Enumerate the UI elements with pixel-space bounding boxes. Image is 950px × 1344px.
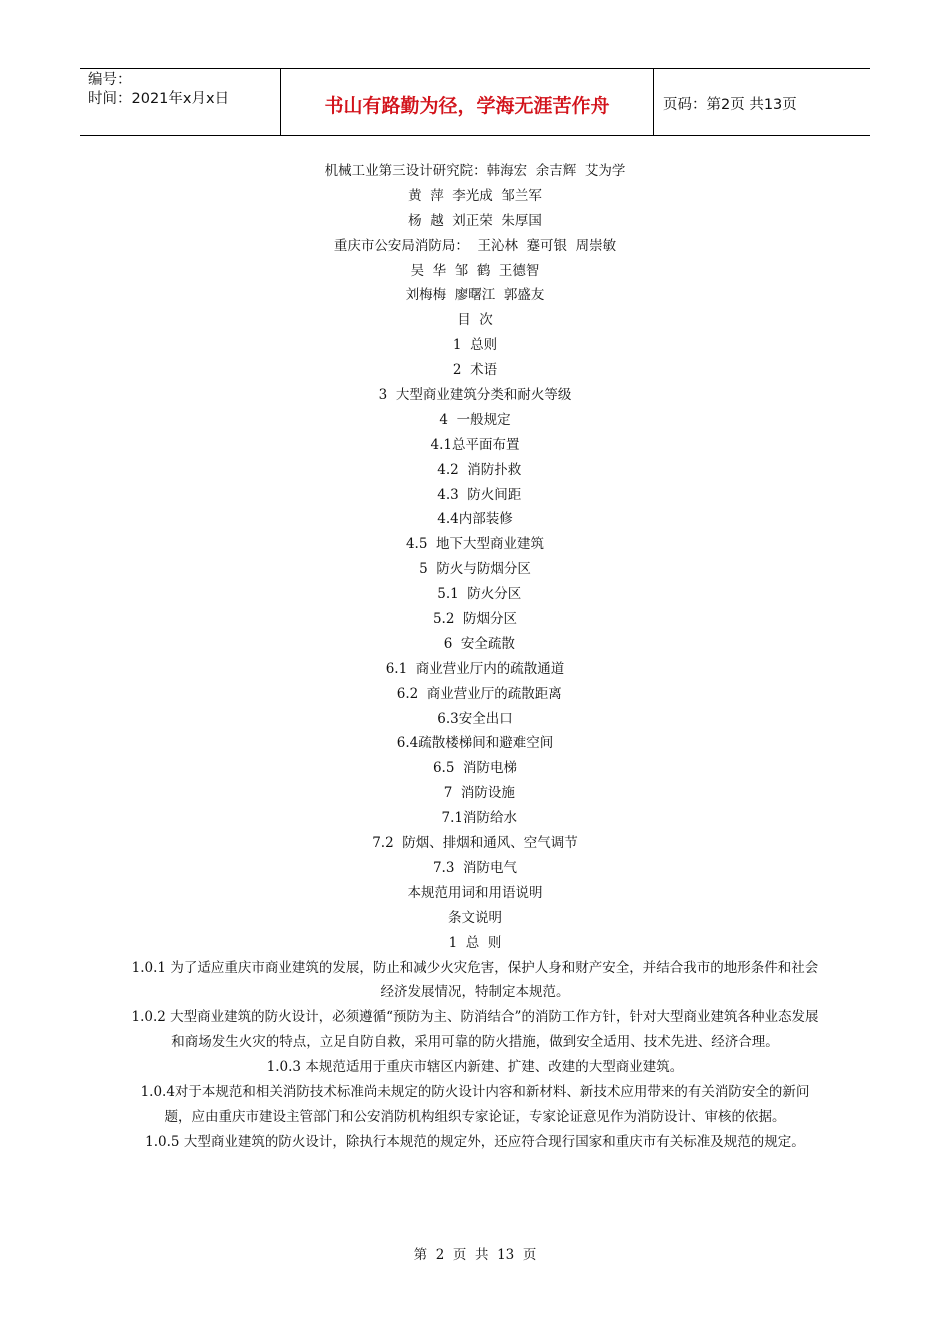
- author-line: 黄 萍 李光成 邹兰军: [408, 187, 542, 204]
- toc-item: 7.3 消防电气: [432, 859, 518, 876]
- header-table: [80, 68, 870, 136]
- toc-item: 5 防火与防烟分区: [419, 561, 531, 578]
- toc-item: 3 大型商业建筑分类和耐火等级: [378, 387, 572, 404]
- toc-item: 4.3 防火间距: [428, 486, 522, 503]
- section-heading: 1 总 则: [448, 934, 502, 951]
- clause-1-0-3: 1.0.3 本规范适用于重庆市辖区内新建、扩建、改建的大型商业建筑。: [266, 1059, 684, 1076]
- toc-item: 条文说明: [448, 909, 502, 926]
- toc-item: 7.2 防烟、排烟和通风、空气调节: [372, 835, 578, 852]
- toc-item: 7 消防设施: [435, 785, 515, 802]
- author-line: 杨 越 刘正荣 朱厚国: [408, 212, 542, 229]
- toc-item: 6.2 商业营业厅的疏散距离: [388, 685, 562, 702]
- page-info: 页码：第2页 共13页: [663, 96, 797, 113]
- author-line: 吴 华 邹 鹤 王德智: [410, 262, 540, 279]
- toc-item: 5.2 防烟分区: [432, 611, 518, 628]
- author-line: 机械工业第三设计研究院：韩海宏 余吉辉 艾为学: [324, 163, 626, 179]
- body-text: [130, 159, 820, 1155]
- toc-item: 本规范用词和用语说明: [407, 884, 543, 901]
- toc-item: 6.1 商业营业厅内的疏散通道: [385, 660, 565, 677]
- toc-item: 4.2 消防扑救: [428, 461, 522, 478]
- number-label: 编号：: [88, 72, 132, 88]
- time-label: 时间：2021年x月x日: [88, 91, 230, 107]
- clause-1-0-4: 1.0.4对于本规范和相关消防技术标准尚未规定的防火设计内容和新材料、新技术应用带来的有关消防安全的新问题，应由重庆市建设主管部门和公安消防机构组织专家论证，专家论证意见作为消防设计、审核的依据。: [140, 1084, 810, 1125]
- author-line: 重庆市公安局消防局： 王沁林 蹇可银 周崇敏: [333, 237, 617, 254]
- toc-item: 4.5 地下大型商业建筑: [405, 536, 545, 553]
- toc-title: 目 次: [457, 312, 493, 329]
- clause-1-0-2: 1.0.2 大型商业建筑的防火设计，必须遵循“预防为主、防消结合”的消防工作方针，针对大型商业建筑各种业态发展和商场发生火灾的特点，立足自防自救，采用可靠的防火措施，做到安全适用、技术先进、经济合理。: [131, 1009, 819, 1051]
- clause-1-0-5: 1.0.5 大型商业建筑的防火设计，除执行本规范的规定外，还应符合现行国家和重庆市有关标准及规范的规定。: [145, 1133, 805, 1150]
- toc-item: 5.1 防火分区: [428, 586, 522, 603]
- toc-item: 6.4疏散楼梯间和避难空间: [396, 735, 554, 752]
- author-line: 刘梅梅 廖曙江 郭盛友: [405, 287, 545, 304]
- toc-item: 4 一般规定: [439, 411, 511, 428]
- toc-item: 6 安全疏散: [435, 635, 515, 652]
- toc-item: 4.1总平面布置: [430, 436, 520, 453]
- motto: 书山有路勤为径，学海无涯苦作舟: [281, 69, 654, 135]
- toc-item: 6.3安全出口: [437, 710, 513, 727]
- toc-item: 2 术语: [452, 362, 498, 379]
- toc-item: 7.1消防给水: [432, 810, 518, 827]
- toc-item: 1 总则: [452, 337, 498, 354]
- toc-item: 4.4内部装修: [437, 511, 513, 528]
- toc-item: 6.5 消防电梯: [432, 760, 518, 777]
- header-left-cell: [80, 69, 281, 135]
- clause-1-0-1: 1.0.1 为了适应重庆市商业建筑的发展，防止和减少火灾危害，保护人身和财产安全，并结合我市的地形条件和社会经济发展情况，特制定本规范。: [131, 959, 819, 1001]
- page-footer: 第 2 页 共 13 页: [413, 1247, 537, 1263]
